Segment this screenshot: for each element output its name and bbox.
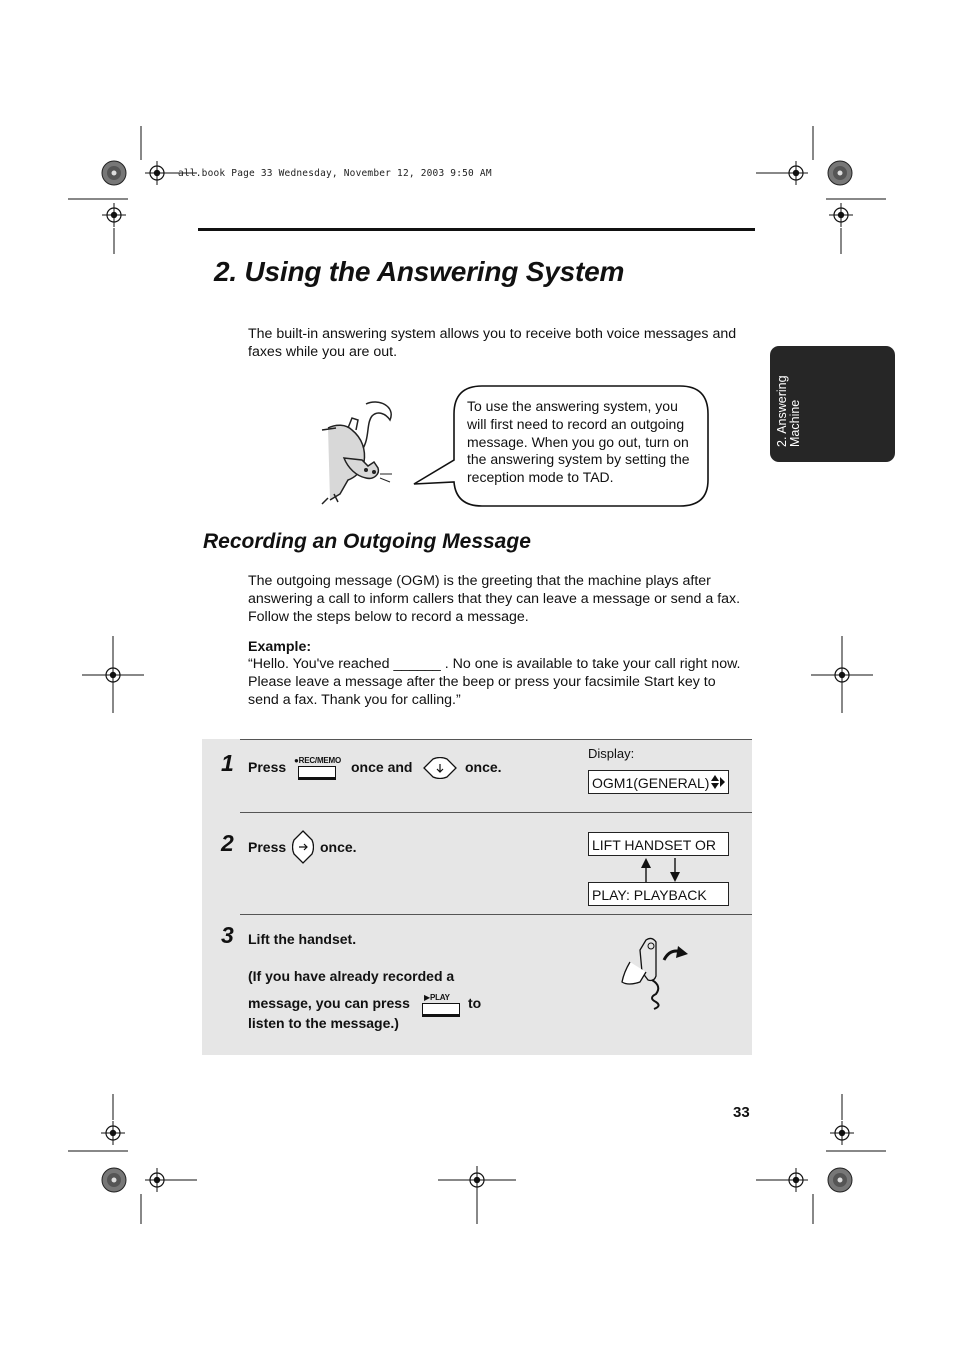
step-divider xyxy=(240,812,752,813)
step-1-press: Press xyxy=(248,759,287,775)
file-meta: all.book Page 33 Wednesday, November 12, 2003 9:50 AM xyxy=(178,168,492,179)
side-tab-label xyxy=(776,361,806,447)
step-1-once-and: once and xyxy=(351,759,413,775)
side-tab-line1: 2. Answering xyxy=(775,375,789,447)
play-key-label: ▶PLAY xyxy=(424,993,450,1002)
up-down-arrows-icon xyxy=(708,773,726,791)
section-description: The outgoing message (OGM) is the greeting that the machine plays after answering a call to inform callers that they can leave a message or send a fax. Follow the steps below to record a message. xyxy=(248,573,741,625)
page-number: 33 xyxy=(733,1104,750,1121)
step-3-line1: Lift the handset. xyxy=(248,931,357,947)
step-2-number: 2 xyxy=(221,830,234,856)
chapter-title: 2. Using the Answering System xyxy=(214,256,625,287)
step-divider xyxy=(240,914,752,915)
cat-illustration xyxy=(318,398,400,508)
step-3-line3-to: to xyxy=(468,995,482,1011)
rec-memo-key-label: ●REC/MEMO xyxy=(294,756,342,765)
display-lift-handset-text: LIFT HANDSET OR xyxy=(592,837,716,853)
display-label: Display: xyxy=(588,746,635,761)
step-2-press: Press xyxy=(248,839,287,855)
rec-memo-key[interactable] xyxy=(298,766,336,780)
example-text: “Hello. You've reached ______ . No one is available to take your call right now. Please leave a message after the beep or press your facsimile Start key to send a fax. Thank you for calling.” xyxy=(248,656,741,708)
title-rule xyxy=(198,228,755,231)
step-3-line3: message, you can press xyxy=(248,995,410,1011)
step-3-line2: (If you have already recorded a xyxy=(248,968,455,984)
step-3-line4: listen to the message.) xyxy=(248,1015,399,1031)
step-divider xyxy=(240,739,752,740)
step-1-number: 1 xyxy=(221,750,234,776)
display-play-playback xyxy=(588,882,729,906)
side-tab-line2: Machine xyxy=(788,399,802,447)
down-arrow-key-icon[interactable] xyxy=(422,757,458,779)
section-title: Recording an Outgoing Message xyxy=(203,530,531,553)
display-lift-handset xyxy=(588,832,729,856)
example-label: Example: xyxy=(248,639,312,655)
step-3-number: 3 xyxy=(221,922,234,948)
alternate-arrows-icon xyxy=(638,857,684,883)
play-key[interactable] xyxy=(422,1003,460,1017)
callout-text: To use the answering system, you will first need to record an outgoing message. When you go out, turn on the answering system by setting the reception mode to TAD. xyxy=(467,398,690,486)
step-1-once: once. xyxy=(465,759,502,775)
display-play-playback-text: PLAY: PLAYBACK xyxy=(592,887,707,903)
display-ogm1-text: OGM1(GENERAL) xyxy=(592,775,710,791)
step-2-once: once. xyxy=(320,839,357,855)
handset-icon xyxy=(618,932,694,1010)
right-arrow-key-icon[interactable] xyxy=(292,829,314,865)
intro-text: The built-in answering system allows you to receive both voice messages and faxes while you are out. xyxy=(248,326,737,360)
